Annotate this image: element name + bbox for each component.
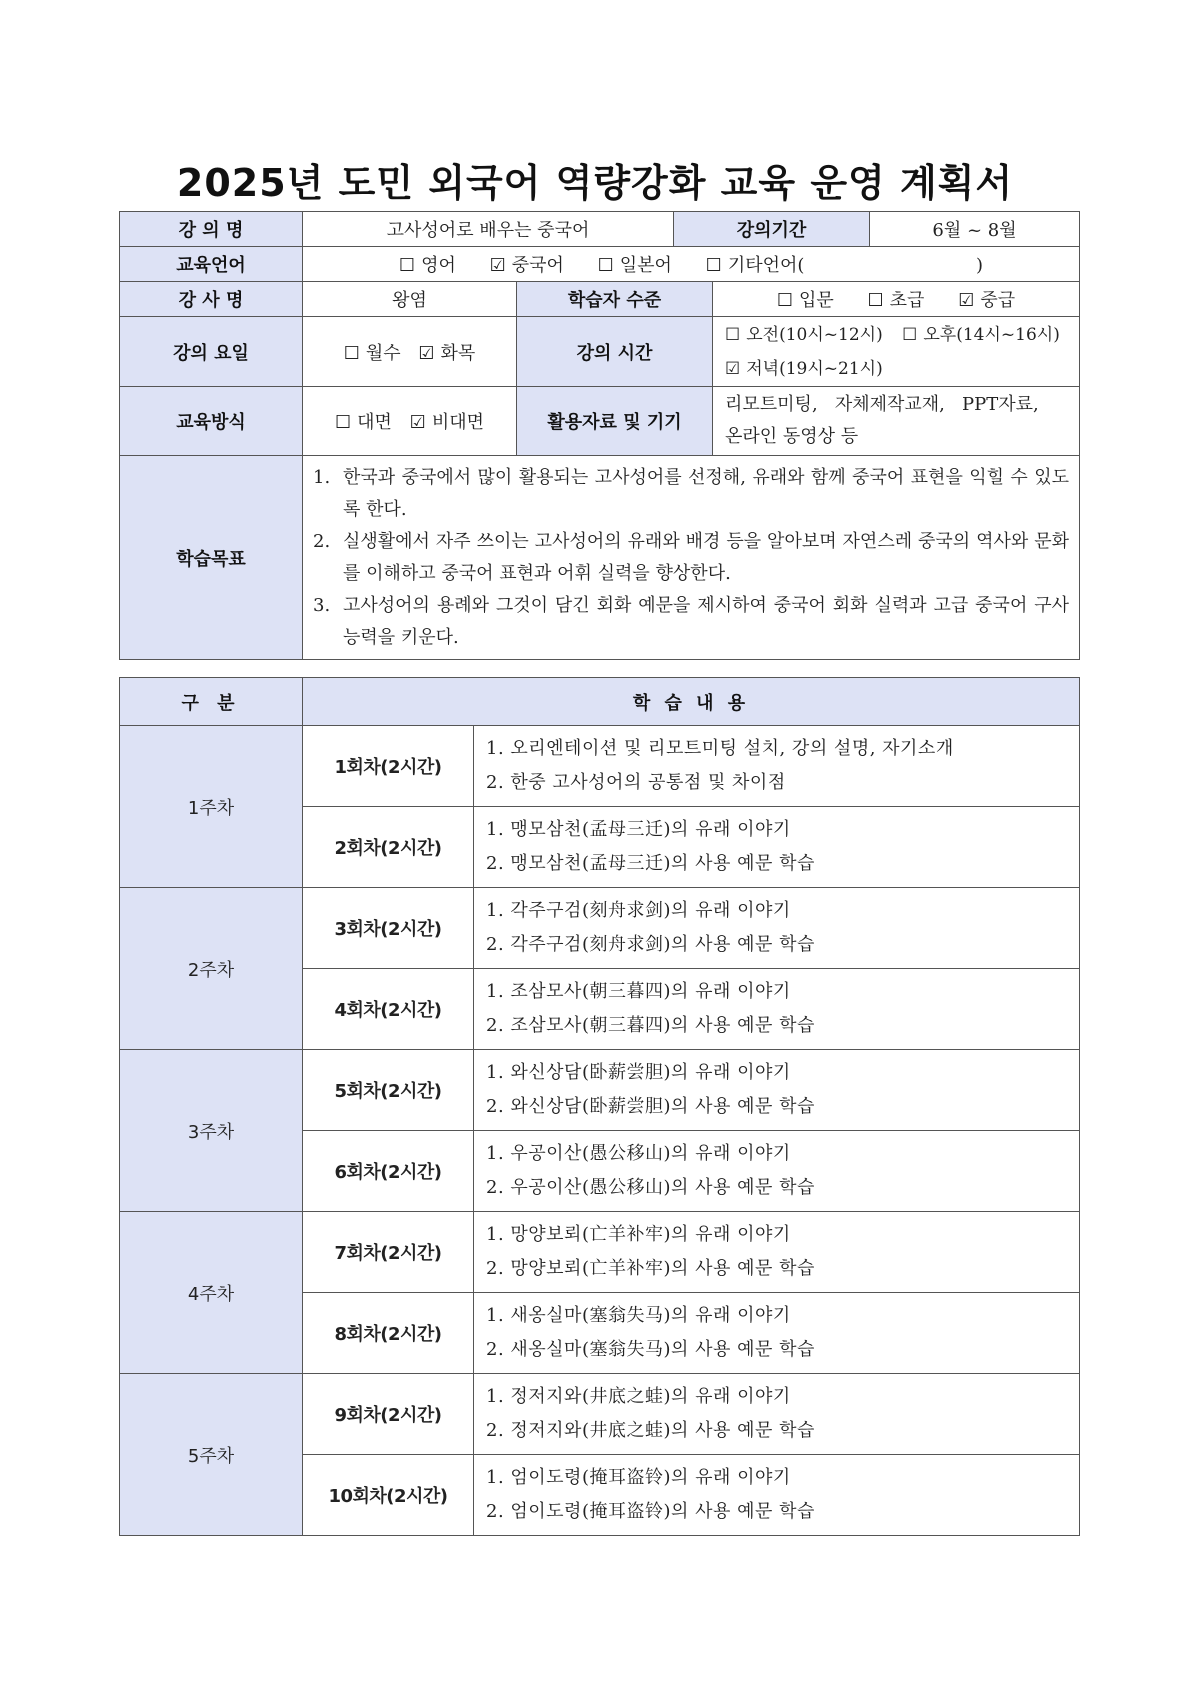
day-option-tue-thu[interactable]: ☑ 화목 — [418, 342, 476, 364]
session-label: 3회차(2시간) — [303, 888, 474, 969]
session-content: 1. 우공이산(愚公移山)의 유래 이야기 2. 우공이산(愚公移山)의 사용 예문 학습 — [474, 1131, 1080, 1212]
checkbox-checked-icon: ☑ — [958, 290, 975, 311]
language-options — [303, 247, 1080, 282]
session-label: 5회차(2시간) — [303, 1050, 474, 1131]
goals-list — [303, 456, 1080, 660]
checkbox-checked-icon: ☑ — [418, 342, 435, 364]
day-label: 강의 요일 — [120, 317, 303, 387]
session-content: 1. 맹모삼천(孟母三迁)의 유래 이야기 2. 맹모삼천(孟母三迁)의 사용 예문 학습 — [474, 807, 1080, 888]
checkbox-icon: ☐ — [335, 412, 352, 433]
checkbox-icon: ☐ — [867, 290, 884, 311]
course-period: 6월 ~ 8월 — [870, 212, 1080, 247]
period-label: 강의기간 — [674, 212, 870, 247]
session-label: 9회차(2시간) — [303, 1374, 474, 1455]
level-option-intermediate[interactable]: ☑ 중급 — [958, 290, 1016, 311]
session-label: 1회차(2시간) — [303, 726, 474, 807]
checkbox-checked-icon: ☑ — [489, 255, 506, 276]
document-title: 2025년 도민 외국어 역량강화 교육 운영 계획서 — [176, 161, 1014, 205]
session-content: 1. 새옹실마(塞翁失马)의 유래 이야기 2. 새옹실마(塞翁失马)의 사용 예문 학습 — [474, 1293, 1080, 1374]
checkbox-icon: ☐ — [398, 255, 416, 276]
language-option-chinese[interactable]: ☑ 중국어 — [489, 255, 564, 276]
checkbox-checked-icon: ☑ — [725, 358, 741, 379]
checkbox-icon: ☐ — [343, 342, 360, 364]
schedule-table — [119, 677, 1080, 1536]
course-name: 고사성어로 배우는 중국어 — [303, 212, 674, 247]
materials-line: 리모트미팅, 자체제작교재, PPT자료, — [725, 394, 1039, 415]
language-label: 교육언어 — [120, 247, 303, 282]
time-label: 강의 시간 — [517, 317, 713, 387]
level-option-intro[interactable]: ☐ 입문 — [776, 290, 834, 311]
table-row — [120, 888, 1080, 969]
time-option-evening[interactable]: ☑ 저녁(19시~21시) — [725, 359, 883, 379]
week-label: 3주차 — [120, 1050, 303, 1212]
session-content: 1. 와신상담(卧薪尝胆)의 유래 이야기 2. 와신상담(卧薪尝胆)의 사용 예문 학습 — [474, 1050, 1080, 1131]
session-label: 4회차(2시간) — [303, 969, 474, 1050]
content-header: 학 습 내 용 — [303, 678, 1080, 726]
session-content: 1. 각주구검(刻舟求剑)의 유래 이야기 2. 각주구검(刻舟求剑)의 사용 예문 학습 — [474, 888, 1080, 969]
checkbox-icon: ☐ — [597, 255, 614, 276]
session-label: 8회차(2시간) — [303, 1293, 474, 1374]
materials — [713, 387, 1080, 456]
session-content: 1. 엄이도령(掩耳盗铃)의 유래 이야기 2. 엄이도령(掩耳盗铃)의 사용 예문 학습 — [474, 1455, 1080, 1536]
session-content: 1. 망양보뢰(亡羊补牢)의 유래 이야기 2. 망양보뢰(亡羊补牢)의 사용 예문 학습 — [474, 1212, 1080, 1293]
time-option-morning[interactable]: ☐ 오전(10시~12시) — [725, 325, 883, 345]
goal-item: 2. 실생활에서 자주 쓰이는 고사성어의 유래와 배경 등을 알아보며 자연스레 중국의 역사와 문화를 이해하고 중국어 표현과 어휘 실력을 향상한다. — [313, 530, 1069, 584]
method-option-in-person[interactable]: ☐ 대면 — [335, 412, 392, 433]
session-label: 2회차(2시간) — [303, 807, 474, 888]
category-header: 구 분 — [120, 678, 303, 726]
session-label: 10회차(2시간) — [303, 1455, 474, 1536]
checkbox-checked-icon: ☑ — [409, 412, 426, 433]
level-label: 학습자 수준 — [517, 282, 713, 317]
week-label: 4주차 — [120, 1212, 303, 1374]
table-row — [120, 1374, 1080, 1455]
day-options — [303, 317, 517, 387]
instructor-label: 강 사 명 — [120, 282, 303, 317]
language-option-english[interactable]: ☐ 영어 — [398, 255, 456, 276]
info-table — [119, 211, 1080, 660]
week-label: 2주차 — [120, 888, 303, 1050]
course-name-label: 강 의 명 — [120, 212, 303, 247]
goals-label: 학습목표 — [120, 456, 303, 660]
method-label: 교육방식 — [120, 387, 303, 456]
checkbox-icon: ☐ — [725, 324, 741, 345]
materials-line: 온라인 동영상 등 — [725, 426, 859, 447]
table-row — [120, 726, 1080, 807]
checkbox-icon: ☐ — [705, 255, 722, 276]
checkbox-icon: ☐ — [776, 290, 794, 311]
goal-item: 3. 고사성어의 용례와 그것이 담긴 회화 예문을 제시하여 중국어 회화 실력과 고급 중국어 구사 능력을 키운다. — [313, 594, 1069, 648]
materials-label: 활용자료 및 기기 — [517, 387, 713, 456]
table-row — [120, 1050, 1080, 1131]
time-options — [713, 317, 1080, 387]
instructor-name: 왕염 — [303, 282, 517, 317]
checkbox-icon: ☐ — [902, 324, 918, 345]
session-label: 7회차(2시간) — [303, 1212, 474, 1293]
session-content: 1. 조삼모사(朝三暮四)의 유래 이야기 2. 조삼모사(朝三暮四)의 사용 예문 학습 — [474, 969, 1080, 1050]
day-option-mon-wed[interactable]: ☐ 월수 — [343, 342, 401, 364]
goal-item: 1. 한국과 중국에서 많이 활용되는 고사성어를 선정해, 유래와 함께 중국어 표현을 익힐 수 있도록 한다. — [313, 466, 1069, 520]
week-label: 5주차 — [120, 1374, 303, 1536]
method-option-online[interactable]: ☑ 비대면 — [409, 412, 484, 433]
method-options — [303, 387, 517, 456]
language-option-japanese[interactable]: ☐ 일본어 — [597, 255, 672, 276]
table-row — [120, 1212, 1080, 1293]
language-option-other[interactable]: ☐ 기타언어( ) — [705, 255, 984, 276]
time-option-afternoon[interactable]: ☐ 오후(14시~16시) — [902, 325, 1060, 345]
session-content: 1. 정저지와(井底之蛙)의 유래 이야기 2. 정저지와(井底之蛙)의 사용 예문 학습 — [474, 1374, 1080, 1455]
level-option-beginner[interactable]: ☐ 초급 — [867, 290, 925, 311]
session-content: 1. 오리엔테이션 및 리모트미팅 설치, 강의 설명, 자기소개 2. 한중 고사성어의 공통점 및 차이점 — [474, 726, 1080, 807]
week-label: 1주차 — [120, 726, 303, 888]
level-options — [713, 282, 1080, 317]
session-label: 6회차(2시간) — [303, 1131, 474, 1212]
